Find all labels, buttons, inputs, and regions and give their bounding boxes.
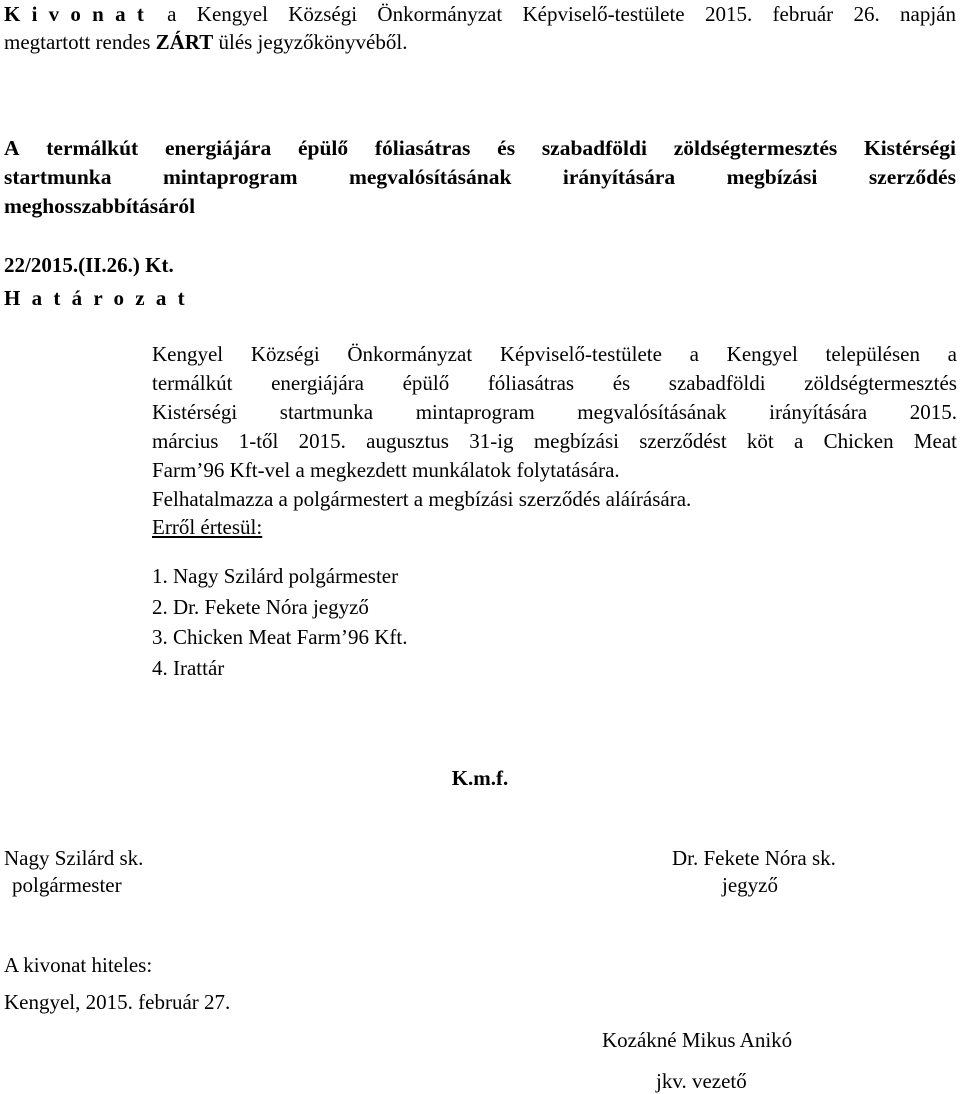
word: Községi	[288, 2, 358, 26]
word: megvalósításának	[577, 400, 727, 424]
word: Községi	[250, 342, 320, 366]
word: Képviselő-testülete	[522, 2, 685, 26]
word: 1-től	[238, 429, 279, 453]
notification-label: Erről értesül:	[152, 515, 263, 539]
mayor-signature-name: Nagy Szilárd sk.	[4, 846, 144, 870]
word: településen	[825, 342, 920, 366]
word: mintaprogram	[162, 165, 298, 189]
header-line-2	[4, 28, 956, 56]
recipient-item: 3. Chicken Meat Farm’96 Kft.	[152, 625, 408, 649]
word: a	[689, 342, 699, 366]
word: köt	[746, 429, 774, 453]
word: Kistérségi	[863, 136, 956, 160]
word: 2015.	[704, 2, 753, 26]
word: augusztus	[366, 429, 449, 453]
word: Kengyel	[196, 2, 268, 26]
word: A	[4, 136, 20, 160]
header-line-2-pre: megtartott rendes	[4, 30, 156, 54]
word: 31-ig	[469, 429, 514, 453]
body-line-2	[152, 369, 957, 398]
word: energiájára	[271, 371, 364, 395]
recipient-list	[152, 561, 407, 683]
word: szerződés	[868, 165, 956, 189]
word: fóliasátras	[374, 136, 471, 160]
word: startmunka	[279, 400, 374, 424]
word: Képviselő-testülete	[499, 342, 662, 366]
body-line-3	[152, 398, 957, 427]
word: irányítására	[562, 165, 676, 189]
word: Kistérségi	[152, 400, 238, 424]
word: Önkormányzat	[347, 342, 473, 366]
word: termálkút	[46, 136, 139, 160]
word: irányítására	[769, 400, 868, 424]
word: termálkút	[152, 371, 233, 395]
notary-signature-name: Dr. Fekete Nóra sk.	[672, 846, 836, 870]
resolution-title	[4, 134, 956, 221]
word: épülő	[402, 371, 450, 395]
word: 2015.	[298, 429, 346, 453]
title-line-3: meghosszabbításáról	[4, 194, 196, 218]
title-line-2	[4, 163, 956, 192]
word: megvalósításának	[348, 165, 512, 189]
body-line-6: Felhatalmazza a polgármestert a megbízási szerződés aláírására.	[152, 487, 692, 511]
word: a	[794, 429, 804, 453]
document-header	[4, 0, 956, 56]
word: energiájára	[164, 136, 272, 160]
word: fóliasátras	[487, 371, 575, 395]
recipient-item: 2. Dr. Fekete Nóra jegyző	[152, 594, 369, 619]
body-line-5: Farm’96 Kft-vel a megkezdett munkálatok folytatására.	[152, 458, 620, 482]
word: megbízási	[533, 429, 619, 453]
word: a	[947, 342, 957, 366]
kmf-mark: K.m.f.	[451, 766, 509, 790]
resolution-heading: H a t á r o z a t	[4, 286, 188, 310]
header-line-1	[4, 0, 956, 28]
word: mintaprogram	[415, 400, 535, 424]
word: zöldségtermesztés	[804, 371, 957, 395]
excerpt-label: K i v o n a t	[4, 2, 147, 26]
word: szerződést	[639, 429, 727, 453]
certification-label: A kivonat hiteles:	[4, 953, 153, 977]
word: épülő	[297, 136, 349, 160]
word: 2015.	[909, 400, 957, 424]
header-closed-session: ZÁRT	[155, 30, 214, 54]
mayor-signature-title: polgármester	[12, 873, 122, 897]
body-line-4	[152, 427, 957, 456]
word: Kengyel	[152, 342, 224, 366]
clerk-name: Kozákné Mikus Anikó	[602, 1028, 793, 1052]
word: és	[497, 136, 516, 160]
clerk-title: jkv. vezető	[656, 1069, 747, 1093]
word: február	[772, 2, 834, 26]
word: március	[152, 429, 219, 453]
resolution-body	[152, 340, 957, 514]
word: a	[167, 2, 177, 26]
word: és	[612, 371, 631, 395]
recipient-item: 1. Nagy Szilárd polgármester	[152, 564, 399, 588]
title-line-1	[4, 134, 956, 163]
resolution-number: 22/2015.(II.26.) Kt.	[4, 253, 174, 277]
word: zöldségtermesztés	[673, 136, 838, 160]
recipient-item: 4. Irattár	[152, 655, 225, 680]
word: 26.	[853, 2, 880, 26]
word: Chicken	[823, 429, 894, 453]
word: szabadföldi	[541, 136, 647, 160]
word: Önkormányzat	[377, 2, 503, 26]
notary-signature-title: jegyző	[722, 873, 778, 897]
word: Kengyel	[726, 342, 798, 366]
word: szabadföldi	[668, 371, 766, 395]
certification-date: Kengyel, 2015. február 27.	[4, 990, 231, 1014]
word: napján	[900, 2, 956, 26]
word: startmunka	[4, 165, 112, 189]
header-line-2-post: ülés jegyzőkönyvéből.	[213, 30, 408, 54]
word: megbízási	[726, 165, 818, 189]
body-line-1	[152, 340, 957, 369]
word: Meat	[913, 429, 957, 453]
